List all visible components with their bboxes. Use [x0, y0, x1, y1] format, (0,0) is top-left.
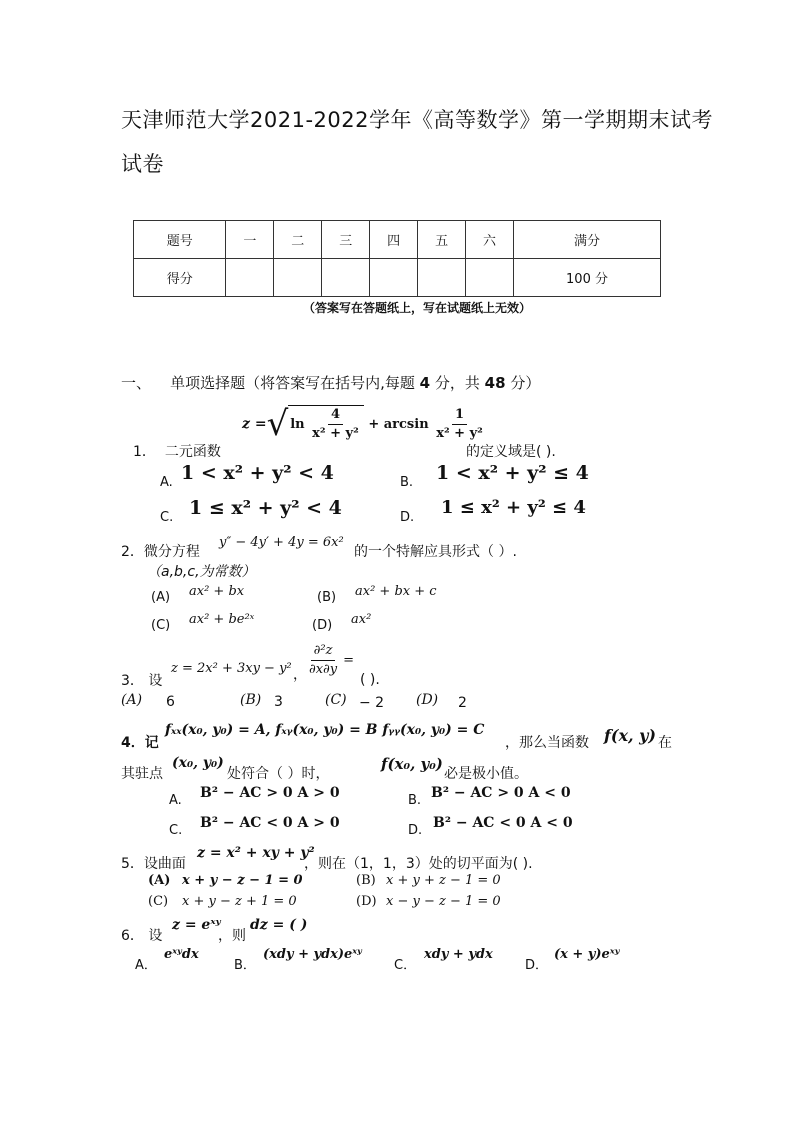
- q1-option-c: 1 ≤ x² + y² < 4: [189, 497, 342, 519]
- q3-formula: z = 2x² + 3xy − y²: [171, 661, 292, 676]
- formula-part: ln: [290, 417, 305, 432]
- fraction: [433, 406, 486, 443]
- q2-option-d: ax²: [351, 612, 372, 627]
- q4-line2-a: 其驻点: [121, 766, 163, 782]
- q2-option-b: ax² + bx + c: [355, 584, 437, 599]
- option-label: C.: [169, 823, 183, 838]
- q5-option-b: x + y + z − 1 = 0: [386, 873, 501, 888]
- section-text-mid: 分，共: [434, 374, 480, 392]
- question-number: 1．: [133, 444, 156, 460]
- q5-formula: z = x² + xy + y²: [197, 845, 315, 861]
- q4-fpoint: f(x₀, y₀): [381, 755, 443, 773]
- exam-title: 天津师范大学2021-2022学年《高等数学》第一学期期末试考: [121, 108, 713, 132]
- score-table: [133, 220, 661, 297]
- q6-formula: z = eˣʸ: [172, 917, 221, 933]
- score-cell: [418, 259, 466, 297]
- q3-option-c: − 2: [359, 695, 385, 711]
- option-label: D．: [525, 958, 549, 973]
- score-cell: [370, 259, 418, 297]
- q5-number: 5．设曲面: [121, 856, 186, 872]
- denominator: ∂x∂y: [309, 662, 338, 677]
- table-cell: 四: [370, 221, 418, 259]
- score-table-score-row: [134, 259, 661, 297]
- question-text: 二元函数: [164, 444, 221, 460]
- q4-option-d: B² − AC < 0 A < 0: [433, 815, 573, 831]
- q1-suffix: 的定义域是( ).: [466, 444, 556, 460]
- q2-option-c: ax² + be²ˣ: [189, 612, 255, 627]
- score-cell: [226, 259, 274, 297]
- option-label: (A): [151, 590, 171, 605]
- q3-paren: ( ).: [360, 672, 380, 688]
- q4-function: f(x, y): [604, 726, 656, 745]
- q4-end: 在: [658, 735, 672, 751]
- q3-derivative: [306, 642, 354, 679]
- option-label: A.: [169, 793, 182, 808]
- option-label: C．: [394, 958, 417, 973]
- numerator: 4: [328, 406, 343, 425]
- q6-dz: dz = ( ): [250, 917, 308, 933]
- table-cell: 二: [274, 221, 322, 259]
- q4-line2-c: 必是极小值。: [444, 766, 528, 782]
- formula-part: + arcsin: [368, 416, 429, 432]
- q3-comma: ，: [293, 667, 307, 683]
- score-cell: [466, 259, 514, 297]
- q3-option-b: 3: [274, 694, 283, 710]
- fraction: [309, 406, 362, 443]
- q1-option-a: 1 < x² + y² < 4: [181, 462, 334, 484]
- option-label: (C): [151, 618, 171, 633]
- denominator: x² + y²: [436, 425, 483, 441]
- numerator: 1: [452, 406, 467, 425]
- option-label: (D): [356, 894, 377, 909]
- sqrt-body: [288, 405, 364, 443]
- q6-mid: ，则: [218, 928, 246, 944]
- section-text-end: 分）: [510, 374, 541, 392]
- q4-option-c: B² − AC < 0 A > 0: [200, 815, 340, 831]
- q3-option-a: 6: [166, 694, 175, 710]
- option-label: (D): [416, 692, 439, 708]
- q6-option-c: xdy + ydx: [424, 947, 493, 962]
- q1-option-b: 1 < x² + y² ≤ 4: [436, 462, 589, 484]
- q5-option-d: x − y − z − 1 = 0: [386, 894, 501, 909]
- option-label: D.: [400, 510, 415, 525]
- q6-option-b: (xdy + ydx)eˣʸ: [263, 947, 362, 962]
- table-cell: 100 分: [514, 259, 661, 297]
- numerator: ∂²z: [311, 642, 336, 661]
- exam-title-cont: 试卷: [121, 152, 164, 176]
- option-label: (B): [317, 590, 337, 605]
- section-heading: [121, 372, 540, 393]
- option-label: B.: [400, 475, 414, 490]
- q5-option-a: x + y − z − 1 = 0: [182, 873, 303, 888]
- q4-line2-b: 处符合（ ）时，: [227, 766, 330, 782]
- table-cell: 得分: [134, 259, 226, 297]
- denominator: x² + y²: [312, 426, 359, 441]
- q4-number: 4．记: [121, 735, 159, 751]
- section-number: 一、: [121, 374, 152, 392]
- q1-text: [133, 441, 221, 461]
- score-cell: [274, 259, 322, 297]
- table-cell: 六: [466, 221, 514, 259]
- option-label: A.: [160, 475, 173, 490]
- formula-part: z =: [242, 416, 267, 432]
- q4-mid: ，那么当函数: [505, 735, 589, 751]
- answer-notice: （答案写在答题纸上，写在试题纸上无效）: [303, 301, 532, 315]
- q1-option-d: 1 ≤ x² + y² ≤ 4: [441, 497, 586, 518]
- option-label: (C): [148, 894, 169, 909]
- points-each: 4: [419, 374, 431, 392]
- table-cell: 满分: [514, 221, 661, 259]
- q4-point: (x₀, y₀): [172, 755, 224, 771]
- section-text: 单项选择题（将答案写在括号内,每题: [170, 374, 415, 392]
- q3-option-d: 2: [458, 695, 467, 711]
- q5-option-c: x + y − z + 1 = 0: [182, 894, 297, 909]
- q4-conditions: fₓₓ(x₀, y₀) = A, fₓᵧ(x₀, y₀) = B fᵧᵧ(x₀, y₀) = C: [165, 722, 485, 738]
- option-label: (B): [240, 692, 262, 708]
- option-label: (A): [121, 692, 143, 708]
- option-label: C.: [160, 510, 174, 525]
- points-total: 48: [484, 374, 506, 392]
- q6-option-d: (x + y)eˣʸ: [554, 947, 620, 962]
- q5-suffix: ，则在（1，1，3）处的切平面为( ).: [304, 856, 533, 872]
- q3-number: 3． 设: [121, 673, 163, 689]
- q6-number: 6． 设: [121, 928, 163, 944]
- table-cell: 一: [226, 221, 274, 259]
- q2-number: 2．微分方程: [121, 544, 200, 560]
- option-label: B．: [234, 958, 256, 973]
- option-label: A．: [135, 958, 157, 973]
- sqrt-icon: √: [266, 404, 289, 444]
- q2-suffix: 的一个特解应具形式（ ）.: [354, 544, 517, 560]
- q1-formula: [242, 404, 486, 444]
- score-cell: [322, 259, 370, 297]
- fraction: [306, 642, 340, 679]
- equals: =: [343, 653, 355, 668]
- table-cell: 五: [418, 221, 466, 259]
- q4-option-a: B² − AC > 0 A > 0: [200, 785, 340, 801]
- option-label: (A): [148, 873, 171, 888]
- option-label: B.: [408, 793, 422, 808]
- q6-option-a: eˣʸdx: [164, 947, 199, 962]
- table-cell: 三: [322, 221, 370, 259]
- q2-note: （a,b,c,为常数）: [147, 564, 256, 580]
- score-table-header-row: [134, 221, 661, 259]
- table-cell: 题号: [134, 221, 226, 259]
- q2-formula: y″ − 4y′ + 4y = 6x²: [219, 535, 344, 550]
- option-label: D.: [408, 823, 423, 838]
- option-label: (C): [325, 692, 347, 708]
- q4-option-b: B² − AC > 0 A < 0: [431, 785, 571, 801]
- option-label: (D): [312, 618, 333, 633]
- q2-option-a: ax² + bx: [189, 584, 245, 599]
- option-label: (B): [356, 873, 376, 888]
